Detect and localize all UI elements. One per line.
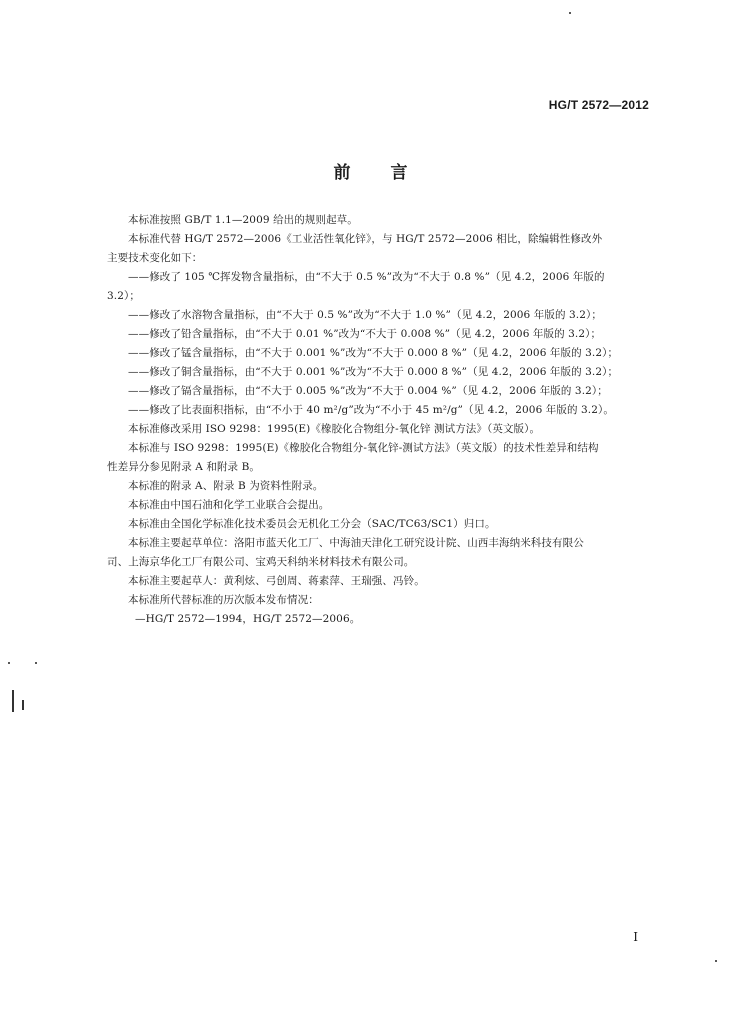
change-item-cadmium: ——修改了镉含量指标，由“不大于 0.005 %”改为“不大于 0.004 %”（见 4.2，2006 年版的 3.2）；: [128, 385, 608, 397]
paragraph-replaces: 本标准代替 HG/T 2572—2006《工业活性氧化锌》，与 HG/T 2572—2006 相比，除编辑性修改外: [128, 233, 603, 245]
paragraph-replaces-cont: 主要技术变化如下：: [107, 252, 203, 264]
paragraph-drafting-rule: 本标准按照 GB/T 1.1—2009 给出的规则起草。: [128, 214, 358, 226]
paragraph-proposed-by: 本标准由中国石油和化学工业联合会提出。: [128, 499, 330, 511]
change-item-lead: ——修改了铅含量指标，由“不大于 0.01 %”改为“不大于 0.008 %”（见 4.2，2006 年版的 3.2）；: [128, 328, 602, 340]
page-number: I: [633, 930, 638, 944]
paragraph-iso-differences: 本标准与 ISO 9298：1995(E)《橡胶化合物组分-氧化锌-测试方法》（英文版）的技术性差异和结构: [128, 442, 599, 454]
change-item-manganese: ——修改了锰含量指标，由“不大于 0.001 %”改为“不大于 0.000 8 %”（见 4.2，2006 年版的 3.2）；: [128, 347, 619, 359]
paragraph-drafting-units: 本标准主要起草单位：洛阳市蓝天化工厂、中海油天津化工研究设计院、山西丰海纳米科技有限公: [128, 537, 584, 549]
standard-code: HG/T 2572—2012: [548, 98, 649, 112]
scan-mark: [22, 700, 24, 710]
title-char-2: 言: [390, 163, 408, 183]
paragraph-history-list: —HG/T 2572—1994，HG/T 2572—2006。: [135, 613, 361, 625]
paragraph-drafters: 本标准主要起草人：黄利炫、弓创周、蒋素萍、王瑞强、冯铃。: [128, 575, 425, 587]
paragraph-history: 本标准所代替标准的历次版本发布情况：: [128, 594, 319, 606]
scan-speck: [8, 662, 10, 664]
title-char-1: 前: [333, 163, 351, 183]
paragraph-iso-adoption: 本标准修改采用 ISO 9298：1995(E)《橡胶化合物组分-氧化锌 测试方法》（英文版）。: [128, 423, 541, 435]
paragraph-administered-by: 本标准由全国化学标准化技术委员会无机化工分会（SAC/TC63/SC1）归口。: [128, 518, 496, 530]
change-item-copper: ——修改了铜含量指标，由“不大于 0.001 %”改为“不大于 0.000 8 %”（见 4.2，2006 年版的 3.2）；: [128, 366, 619, 378]
paragraph-iso-differences-cont: 性差异分参见附录 A 和附录 B。: [107, 461, 261, 473]
change-item-water-soluble: ——修改了水溶物含量指标，由“不大于 0.5 %”改为“不大于 1.0 %”（见 4.2，2006 年版的 3.2）；: [128, 309, 602, 321]
paragraph-drafting-units-cont: 司、上海京华化工厂有限公司、宝鸡天科纳米材料技术有限公司。: [107, 556, 415, 568]
change-item-volatile-cont: 3.2）；: [107, 290, 140, 302]
scan-mark: [12, 690, 14, 712]
change-item-volatile: ——修改了 105 ℃挥发物含量指标，由“不大于 0.5 %”改为“不大于 0.8 %”（见 4.2，2006 年版的: [128, 271, 605, 283]
change-item-surface-area: ——修改了比表面积指标，由“不小于 40 m²/g”改为“不小于 45 m²/g”（见 4.2，2006 年版的 3.2）。: [128, 404, 614, 416]
scan-speck: [715, 960, 717, 962]
preface-body: [107, 211, 657, 629]
scan-speck: [569, 12, 571, 14]
paragraph-annexes: 本标准的附录 A、附录 B 为资料性附录。: [128, 480, 324, 492]
scan-speck: [35, 662, 37, 664]
page-title: [0, 158, 741, 183]
